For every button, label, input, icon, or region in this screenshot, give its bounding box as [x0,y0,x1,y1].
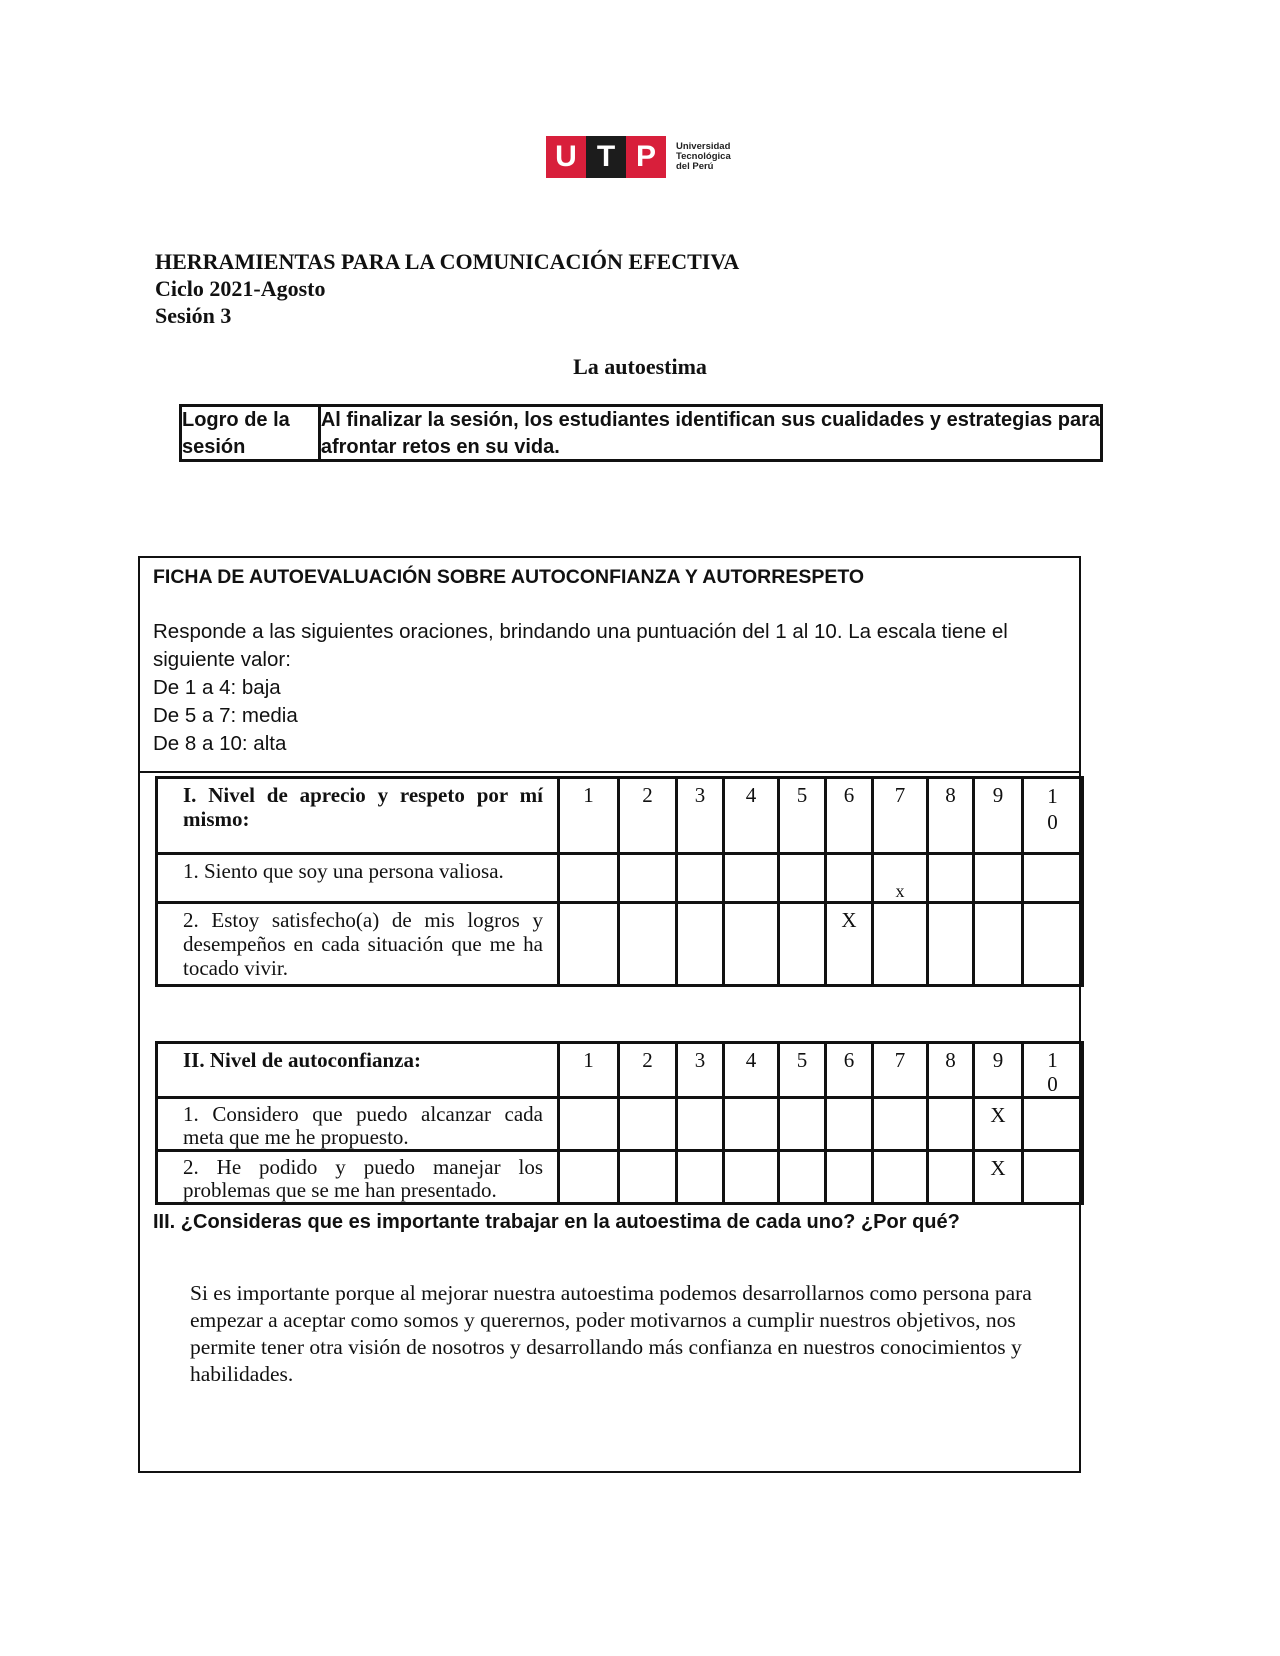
rating-cell[interactable] [1023,1151,1083,1204]
document-header [155,248,739,329]
table-row [157,854,1083,903]
section3-answer: Si es importante porque al mejorar nuestra autoestima podemos desarrollarnos como persona para empezar a aceptar como somos y querernos, poder motivarnos a cumplir nuestros objetivos, nos permite tener otra visión de nosotros y desarrollando más confianza en nuestros conocimientos y habilidades. [190,1281,1032,1386]
rating-cell[interactable] [974,903,1023,986]
section2-heading: II. Nivel de autoconfianza: [157,1043,559,1098]
rating-cell[interactable] [873,1098,928,1151]
utp-logo [546,136,731,178]
statement-text: 1. Considero que puedo alcanzar cada meta que me he propuesto. [157,1098,559,1151]
logo-letter-p: P [626,136,666,178]
rating-cell[interactable] [619,1151,677,1204]
divider [140,771,1079,773]
session-goal-text-line: Al finalizar la sesión, los estudiantes identifican sus cualidades y estrategias para [320,409,1100,431]
rating-cell[interactable] [779,854,826,903]
scale-number: 1 [559,1043,619,1098]
scale-number: 9 [974,778,1023,854]
scale-number: 5 [779,1043,826,1098]
form-instructions [153,618,1053,758]
table-row [157,903,1083,986]
rating-cell[interactable] [677,1098,724,1151]
logo-letter-u: U [546,136,586,178]
rating-cell[interactable] [928,903,974,986]
scale-low: De 1 a 4: baja [153,676,281,699]
rating-table-self-respect [155,776,1084,987]
rating-cell[interactable] [1023,903,1083,986]
table-row [157,1151,1083,1204]
scale-high: De 8 a 10: alta [153,732,287,755]
statement-text: 2. He podido y puedo manejar los problemas que se me han presentado. [157,1151,559,1204]
cycle-label: Ciclo 2021-Agosto [155,276,326,301]
scale-number: 3 [677,778,724,854]
session-label: Sesión 3 [155,303,232,328]
rating-cell[interactable] [779,903,826,986]
section3-question: III. ¿Consideras que es importante trabajar en la autoestima de cada uno? ¿Por qué? [153,1211,960,1233]
scale-number: 7 [873,1043,928,1098]
table-row [157,1098,1083,1151]
rating-cell[interactable] [928,1098,974,1151]
rating-cell[interactable] [724,903,779,986]
rating-cell[interactable] [826,1151,873,1204]
rating-cell-marked[interactable]: X [974,1151,1023,1204]
rating-cell[interactable] [677,1151,724,1204]
rating-cell[interactable] [559,903,619,986]
scale-number: 1 [559,778,619,854]
session-goal-text [321,407,1100,459]
scale-number: 2 [619,778,677,854]
instructions-line: Responde a las siguientes oraciones, brindando una puntuación del 1 al 10. La escala tiene el [153,620,1008,643]
rating-cell[interactable] [779,1151,826,1204]
rating-cell[interactable] [724,854,779,903]
scale-number-10b: 0 [1047,810,1058,834]
rating-cell[interactable] [619,1098,677,1151]
scale-number: 9 [974,1043,1023,1098]
scale-number: 3 [677,1043,724,1098]
rating-cell-marked[interactable]: X [826,903,873,986]
scale-number: 8 [928,1043,974,1098]
self-evaluation-form [138,556,1081,1473]
course-title: HERRAMIENTAS PARA LA COMUNICACIÓN EFECTIVA [155,249,740,274]
rating-cell[interactable] [1023,1098,1083,1151]
rating-cell[interactable] [677,903,724,986]
session-goal-text-line: afrontar retos en su vida. [320,436,560,458]
logo-name-line: Universidad [676,141,731,152]
instructions-line: siguiente valor: [153,648,291,671]
scale-number: 6 [826,1043,873,1098]
scale-number: 4 [724,1043,779,1098]
rating-cell[interactable] [559,854,619,903]
rating-cell[interactable] [826,854,873,903]
rating-cell[interactable] [619,903,677,986]
scale-number-10b: 0 [1047,1072,1058,1096]
scale-number: 5 [779,778,826,854]
rating-cell[interactable] [619,854,677,903]
rating-cell[interactable] [928,854,974,903]
rating-cell[interactable] [928,1151,974,1204]
rating-cell[interactable] [873,903,928,986]
form-title: FICHA DE AUTOEVALUACIÓN SOBRE AUTOCONFIANZA Y AUTORRESPETO [153,566,865,588]
logo-letter-t: T [586,136,626,178]
session-goal-label [182,407,321,459]
rating-cell[interactable] [826,1098,873,1151]
rating-cell[interactable] [974,854,1023,903]
section1-heading: I. Nivel de aprecio y respeto por mí mismo: [157,778,559,854]
scale-number: 7 [873,778,928,854]
scale-number [1023,778,1083,854]
rating-cell[interactable] [873,1151,928,1204]
session-goal-table [179,404,1103,462]
statement-text: 2. Estoy satisfecho(a) de mis logros y desempeños en cada situación que me ha tocado vivir. [157,903,559,986]
logo-name-line: Tecnológica [676,151,731,162]
scale-number: 2 [619,1043,677,1098]
rating-table-self-confidence [155,1041,1084,1205]
rating-cell[interactable] [559,1098,619,1151]
logo-name-line: del Perú [676,161,714,172]
scale-number: 8 [928,778,974,854]
session-goal-label-line: Logro de la [182,409,290,431]
scale-number-10a: 1 [1047,1048,1058,1072]
rating-cell[interactable] [724,1151,779,1204]
rating-cell-marked[interactable]: X [974,1098,1023,1151]
scale-number-10a: 1 [1047,784,1058,808]
scale-number: 4 [724,778,779,854]
session-goal-label-line: sesión [182,436,246,458]
scale-number [1023,1043,1083,1098]
page-title: La autoestima [573,354,707,379]
rating-cell[interactable] [779,1098,826,1151]
scale-number: 6 [826,778,873,854]
rating-cell[interactable] [724,1098,779,1151]
statement-text: 1. Siento que soy una persona valiosa. [157,854,559,903]
rating-cell-marked[interactable]: x [873,854,928,903]
rating-cell[interactable] [559,1151,619,1204]
logo-university-name [676,142,731,172]
rating-cell[interactable] [677,854,724,903]
rating-cell[interactable] [1023,854,1083,903]
scale-medium: De 5 a 7: media [153,704,298,727]
